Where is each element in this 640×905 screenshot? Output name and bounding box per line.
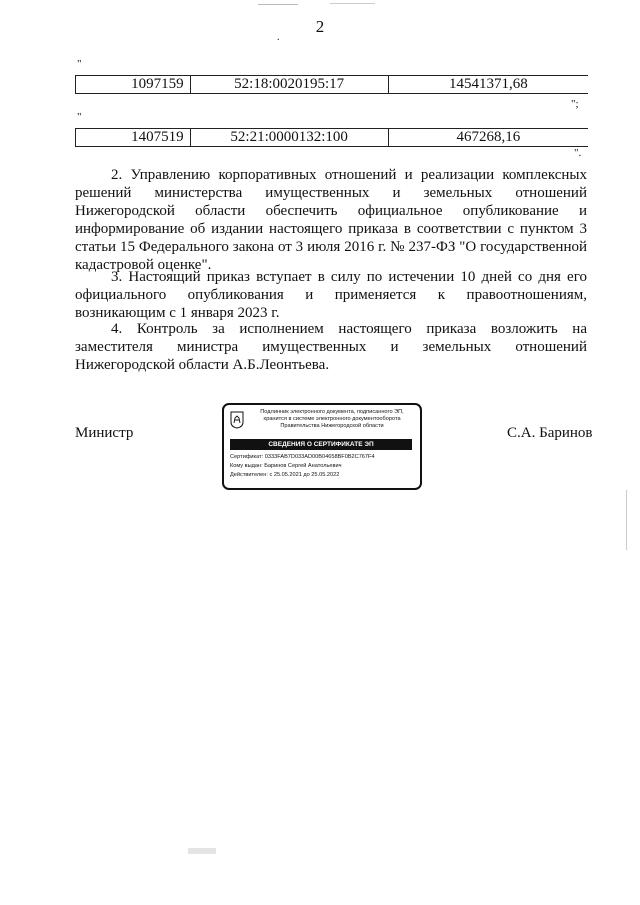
- row2-value: 467268,16: [388, 129, 588, 147]
- row2-number: 1407519: [76, 129, 191, 147]
- row1-value: 14541371,68: [388, 76, 588, 94]
- page-mark: .: [277, 32, 280, 43]
- stamp-header: Подлинник электронного документа, подписанного ЭП, хранится в системе электронного документооборота Правительства Нижегородской области: [260, 409, 404, 429]
- signer-name: С.А. Баринов: [507, 425, 593, 441]
- stamp-issued-to: Кому выдан: Баринов Сергей Анатольевич: [230, 463, 342, 469]
- paragraph-4: [75, 320, 587, 374]
- scan-edge-line: [626, 490, 627, 550]
- paragraph-2: [75, 166, 587, 274]
- table-row-2: [75, 128, 588, 147]
- page-number: 2: [315, 17, 325, 36]
- signer-position: Министр: [75, 425, 134, 441]
- paragraph-3-text: 3. Настоящий приказ вступает в силу по истечении 10 дней со дня его официального опубликования и применяется к правоотношениям, возникающим с 1 января 2023 г.: [75, 269, 587, 321]
- paragraph-2-text: 2. Управлению корпоративных отношений и реализации комплексных решений министерства имущественных и земельных отношений Нижегородской области обеспечить официальное опубликование и информирование об издании настоящего приказа в соответствии с пунктом 3 статьи 15 Федерального закона от 3 июля 2016 г. № 237-ФЗ "О государственной кадастровой оценке".: [75, 167, 587, 273]
- paragraph-3: [75, 268, 587, 322]
- scan-noise: [188, 848, 216, 854]
- coat-of-arms-icon: [230, 411, 244, 429]
- stamp-certificate: Сертификат: 0333FAB7D033AD00B04658BF0B2C767F4: [230, 454, 375, 460]
- row1-open-quote: ": [77, 58, 82, 70]
- row2-cadastral: 52:21:0000132:100: [190, 129, 388, 147]
- row2-open-quote: ": [77, 111, 82, 123]
- stamp-title: СВЕДЕНИЯ О СЕРТИФИКАТЕ ЭП: [230, 439, 412, 450]
- stamp-validity: Действителен: с 25.05.2021 до 25.05.2022: [230, 472, 340, 478]
- row1-number: 1097159: [76, 76, 191, 94]
- paragraph-4-text: 4. Контроль за исполнением настоящего приказа возложить на заместителя министра имущественных и земельных отношений Нижегородской области А.Б.Леонтьева.: [75, 321, 587, 373]
- scan-noise: [258, 4, 298, 5]
- table-row-1: [75, 75, 588, 94]
- scan-noise: [330, 3, 375, 4]
- row1-close-quote: ";: [571, 98, 579, 110]
- electronic-signature-stamp: [222, 403, 422, 490]
- row2-close-quote: ".: [574, 147, 582, 159]
- row1-cadastral: 52:18:0020195:17: [190, 76, 388, 94]
